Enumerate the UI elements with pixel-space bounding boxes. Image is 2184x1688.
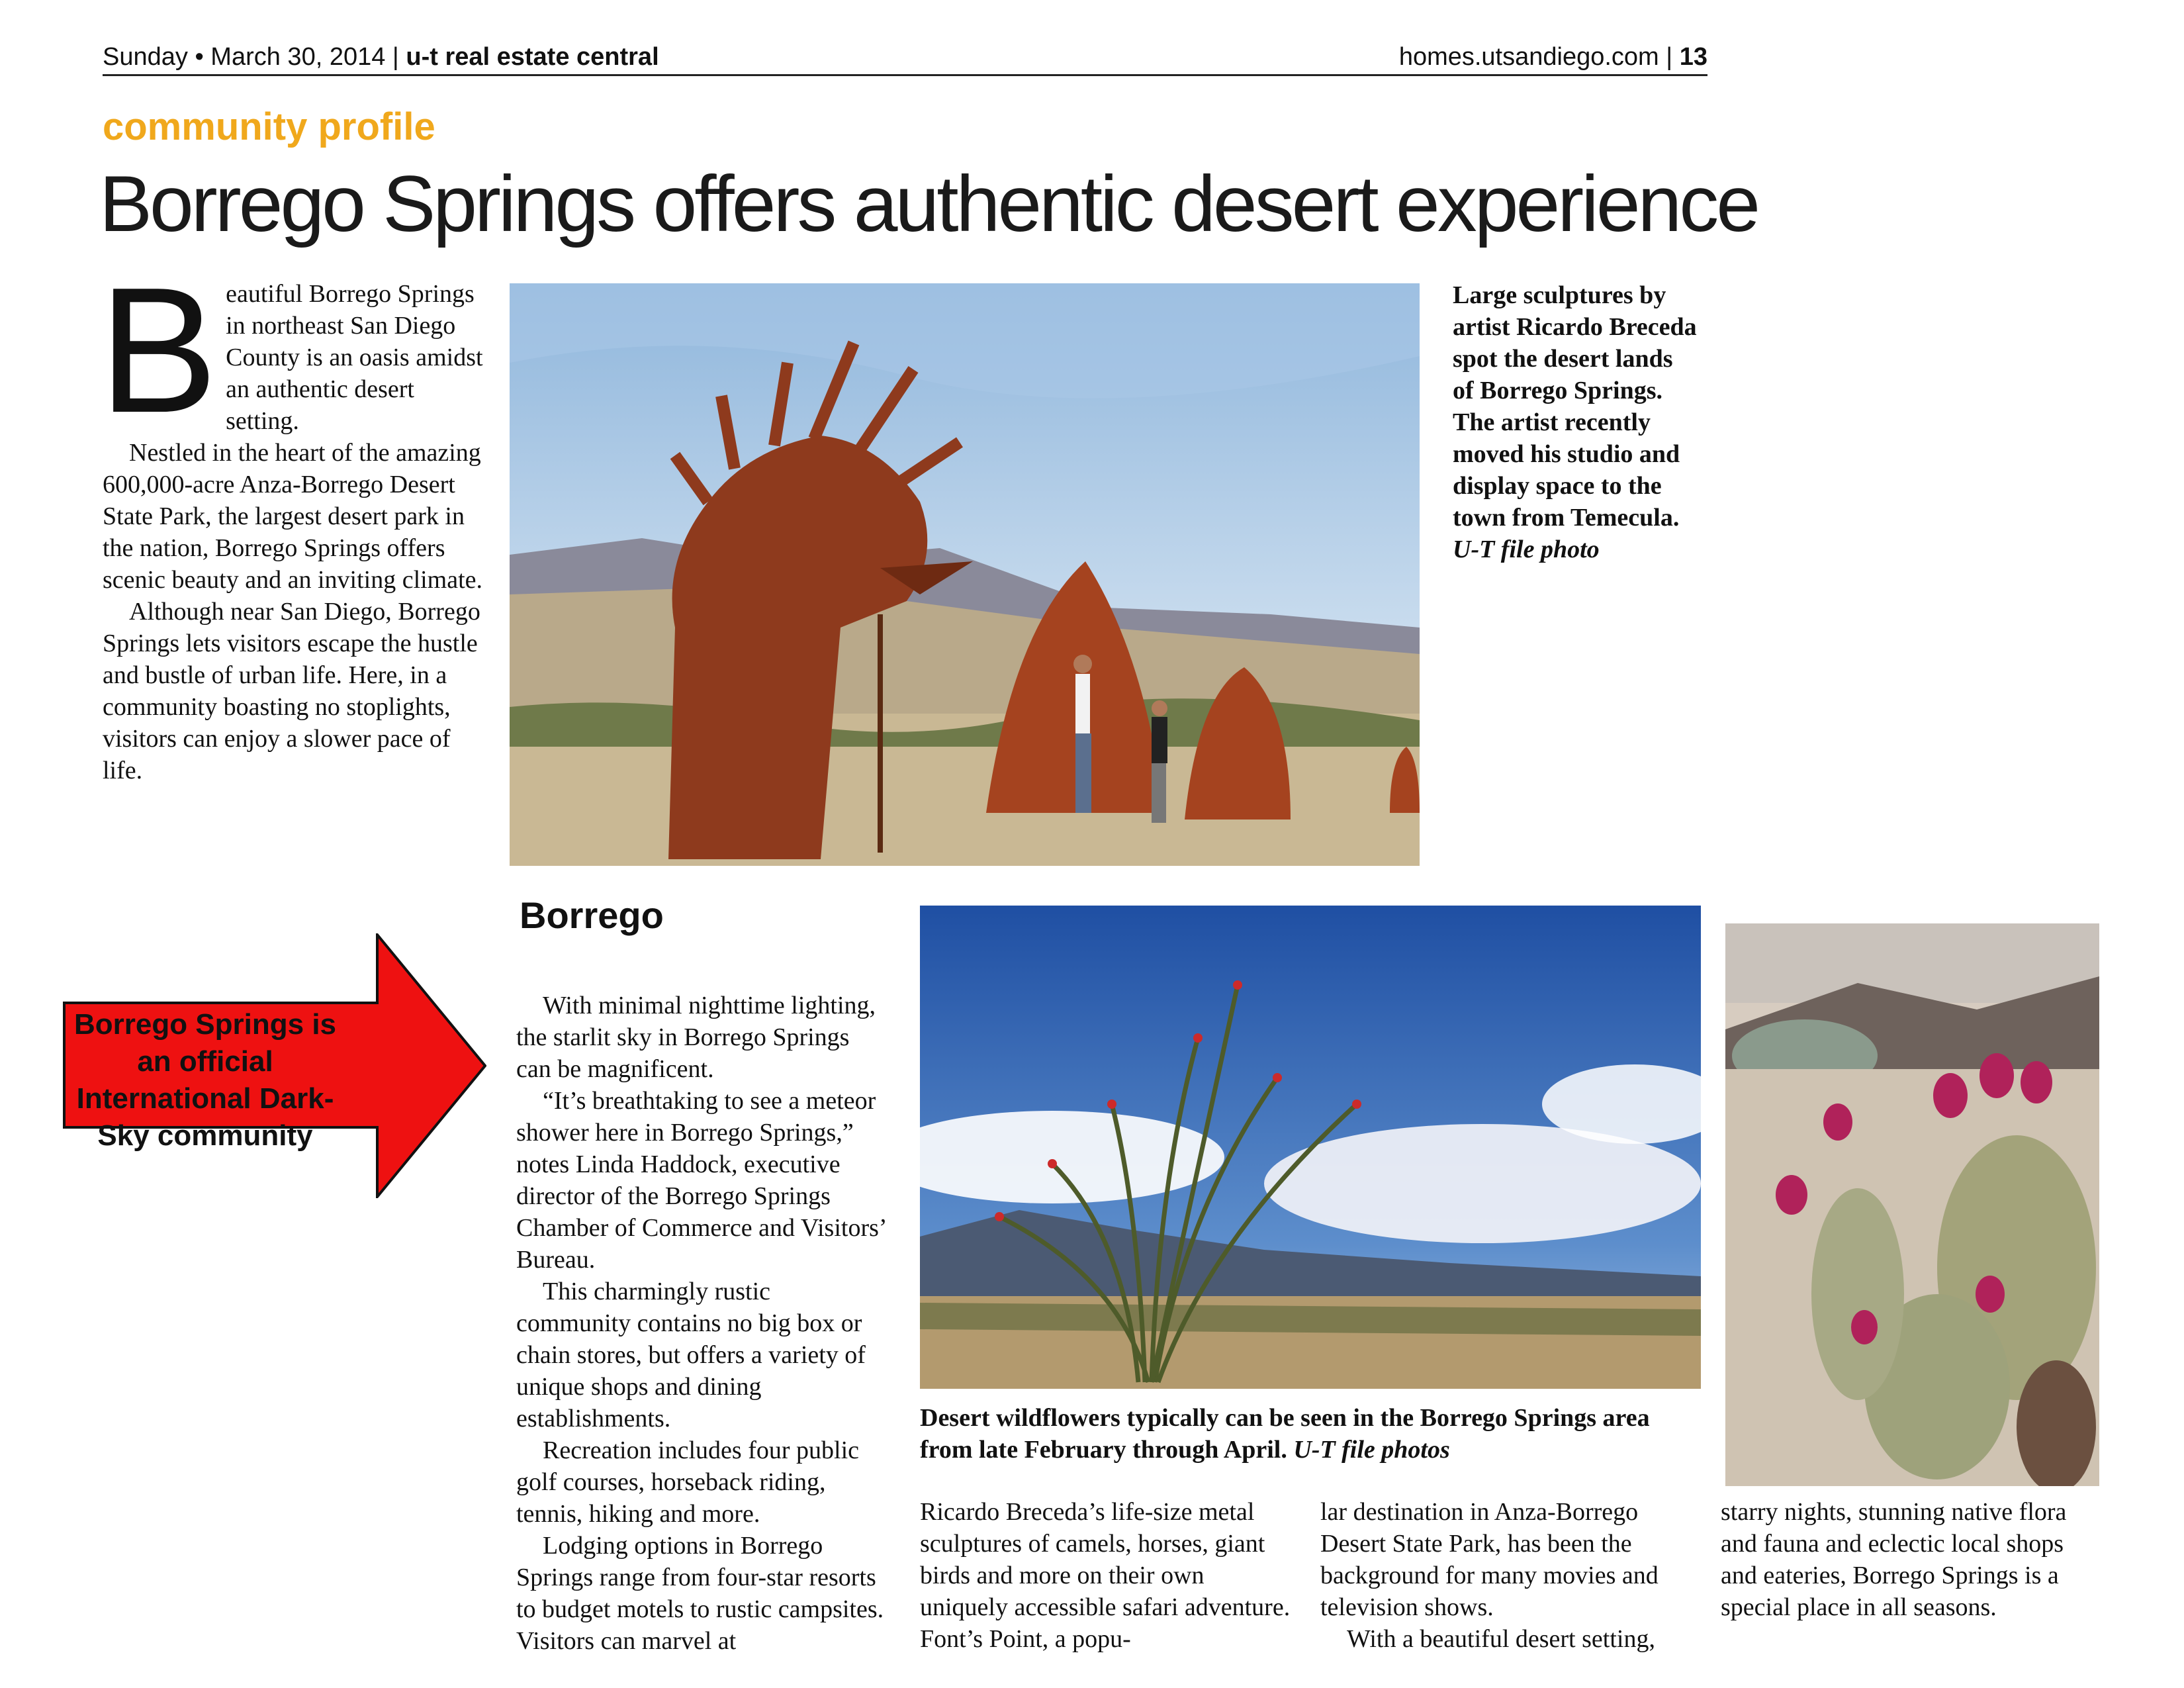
article-paragraph-4: Recreation includes four public golf courses, horseback riding, tennis, hiking and more. — [516, 1436, 860, 1528]
sculpture-photo — [510, 283, 1420, 866]
sculpture-caption-credit: U-T file photo — [1453, 536, 1600, 563]
section-head: Borrego — [520, 894, 664, 936]
intro-paragraph-3: Although near San Diego, Borrego Springs lets visitors escape the hustle and bustle of urban life. Here, in a community boasting no stoplights, visitors can enjoy a slower pace of life. — [103, 598, 480, 784]
cactus-illustration — [1725, 923, 2099, 1486]
kicker: community profile — [103, 105, 435, 148]
header-separator-2: | — [1666, 43, 1673, 71]
article-paragraph-2: “It’s breathtaking to see a meteor shower here in Borrego Springs,” notes Linda Haddock, executive director of the Borrego Springs Chamber of Commerce and Visitors’ Bureau. — [516, 1087, 886, 1274]
sculpture-caption-text: Large sculptures by artist Ricardo Breceda spot the desert lands of Borrego Springs. The artist recently moved his studio and display space to the town from Temecula. — [1453, 281, 1697, 532]
callout-text: Borrego Springs is an official International Dark-Sky community — [73, 1008, 337, 1152]
sculpture-caption — [1453, 279, 1698, 565]
headline: Borrego Springs offers authentic desert experience — [99, 160, 1758, 248]
drop-cap: B — [99, 251, 218, 450]
intro-paragraph-1: eautiful Borrego Springs in northeast San Diego County is an oasis amidst an authentic desert setting. — [226, 280, 483, 435]
cactus-photo — [1725, 923, 2099, 1486]
article-column-1 — [516, 990, 890, 1657]
intro-column — [99, 251, 483, 786]
article-paragraph-1: With minimal nighttime lighting, the starlit sky in Borrego Springs can be magnificent. — [516, 992, 876, 1083]
article-paragraph-5: Lodging options in Borrego Springs range from four-star resorts to budget motels to rustic campsites. Visitors can marvel at — [516, 1532, 884, 1655]
header-section: u-t real estate central — [406, 43, 659, 71]
wildflower-caption — [920, 1402, 1701, 1466]
article-col3-paragraph-b: With a beautiful desert setting, — [1347, 1625, 1655, 1653]
header-left — [103, 40, 659, 74]
article-column-4 — [1721, 1496, 2091, 1623]
article-col3-paragraph-a: lar destination in Anza-Borrego Desert State Park, has been the background for many movies and television shows. — [1320, 1498, 1659, 1621]
header-right — [1399, 40, 1707, 74]
header-date: Sunday • March 30, 2014 — [103, 43, 386, 71]
wildflower-caption-credit: U-T file photos — [1293, 1436, 1450, 1464]
wildflower-caption-text: Desert wildflowers typically can be seen in the Borrego Springs area from late February through April. — [920, 1404, 1650, 1464]
intro-paragraph-2: Nestled in the heart of the amazing 600,000-acre Anza-Borrego Desert State Park, the largest desert park in the nation, Borrego Springs offers scenic beauty and an inviting climate. — [103, 439, 483, 594]
wildflower-photo — [920, 906, 1701, 1389]
header-url: homes.utsandiego.com — [1398, 43, 1659, 71]
ocotillo-illustration — [920, 906, 1701, 1389]
article-col4-paragraph: starry nights, stunning native flora and fauna and eclectic local shops and eateries, Borrego Springs is a special place in all seasons. — [1721, 1498, 2067, 1621]
article-column-2 — [920, 1496, 1294, 1655]
header-separator: | — [392, 43, 399, 71]
dark-sky-callout — [63, 933, 486, 1198]
article-column-3 — [1320, 1496, 1698, 1655]
article-paragraph-3: This charmingly rustic community contains no big box or chain stores, but offers a variety of unique shops and dining establishments. — [516, 1278, 866, 1432]
page-number: 13 — [1679, 43, 1707, 71]
article-col2-paragraph: Ricardo Breceda’s life-size metal sculptures of camels, horses, giant birds and more on their own uniquely accessible safari adventure. Font’s Point, a popu- — [920, 1498, 1291, 1653]
sculpture-illustration — [510, 283, 1420, 866]
page-header — [103, 40, 1707, 76]
